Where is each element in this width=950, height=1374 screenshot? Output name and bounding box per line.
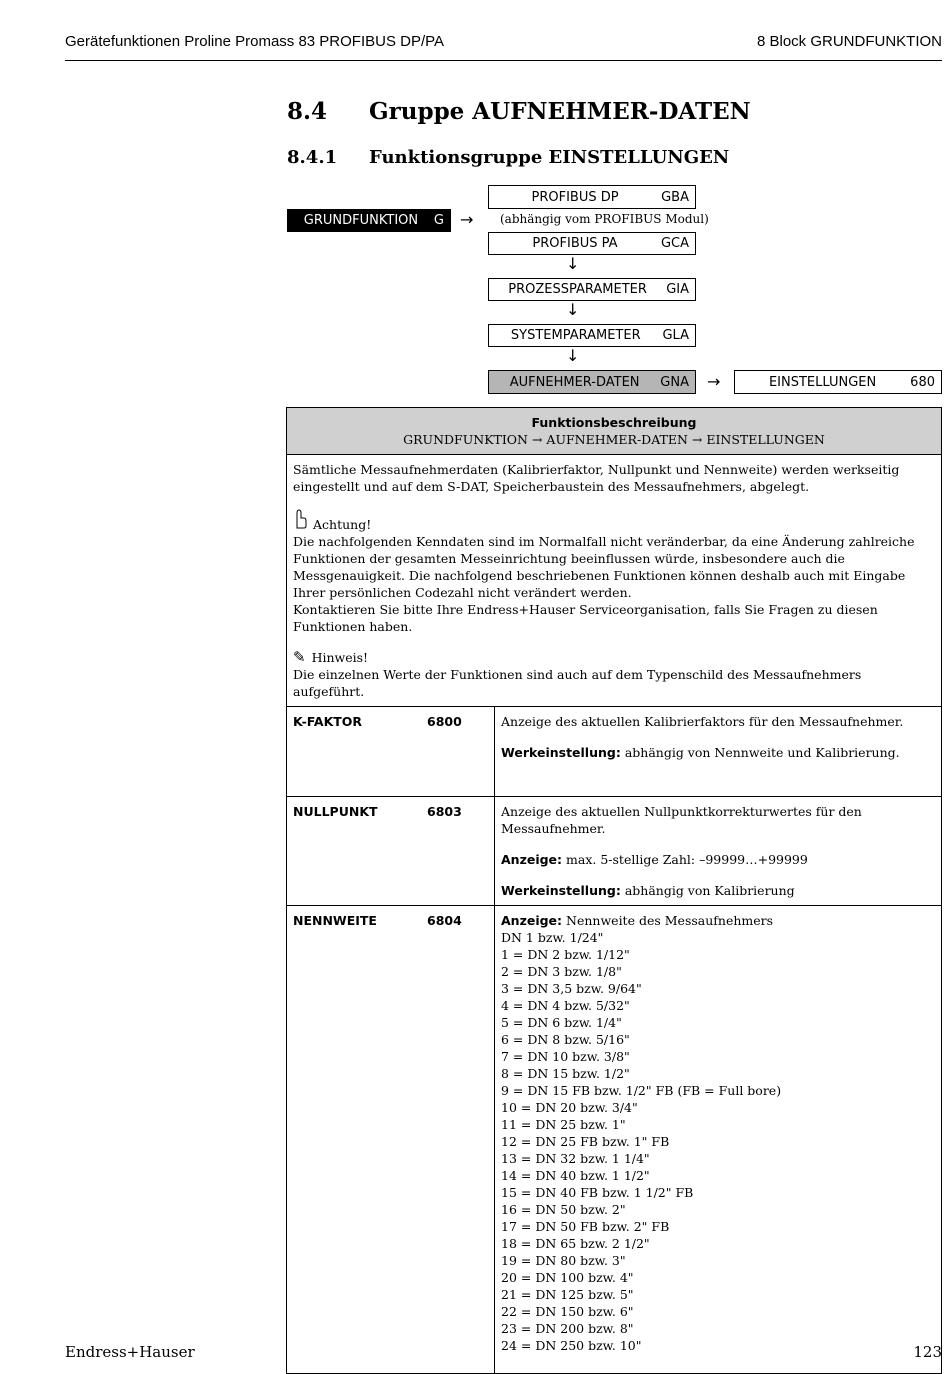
running-header-title: Gerätefunktionen Proline Promass 83 PROFIBUS DP/PA [65, 33, 445, 50]
table-header [287, 408, 942, 455]
running-header-chapter: 8 Block GRUNDFUNKTION [756, 33, 942, 50]
nominal-diameter-option: 16 = DN 50 bzw. 2" [501, 1202, 626, 1217]
nominal-diameter-option: 5 = DN 6 bzw. 1/4" [501, 1015, 622, 1030]
nominal-diameter-option: 12 = DN 25 FB bzw. 1" FB [501, 1134, 670, 1149]
nominal-diameter-option: 2 = DN 3 bzw. 1/8" [501, 964, 622, 979]
function-name: NULLPUNKT [293, 804, 378, 819]
function-code: 6800 [427, 714, 462, 729]
header-rule [65, 60, 942, 61]
diagram-group-aufnehmer-daten [488, 370, 696, 394]
section-heading [287, 98, 751, 125]
function-description-table [286, 407, 942, 1374]
nominal-diameter-option: 3 = DN 3,5 bzw. 9/64" [501, 981, 642, 996]
nominal-diameter-option: 18 = DN 65 bzw. 2 1/2" [501, 1236, 650, 1251]
arrow-down-icon: ↓ [566, 300, 580, 319]
function-name-cell [287, 707, 495, 797]
table-row [287, 906, 942, 1374]
factory-setting-label: Werkeinstellung: [501, 883, 621, 898]
nominal-diameter-option: 23 = DN 200 bzw. 8" [501, 1321, 634, 1336]
group-code: GIA [666, 282, 689, 297]
note-text: Die einzelnen Werte der Funktionen sind auch auf dem Typenschild des Messaufnehmers aufgeführt. [293, 667, 862, 699]
factory-setting-label: Werkeinstellung: [501, 745, 621, 760]
display-range [501, 851, 935, 868]
target-code: 680 [910, 374, 935, 390]
nominal-diameter-option: 15 = DN 40 FB bzw. 1 1/2" FB [501, 1185, 694, 1200]
nominal-diameter-option: 6 = DN 8 bzw. 5/16" [501, 1032, 630, 1047]
footer-company: Endress+Hauser [65, 1343, 195, 1361]
table-header-path: GRUNDFUNKTION → AUFNEHMER-DATEN → EINSTELLUNGEN [403, 432, 825, 447]
diagram-group-systemparameter [488, 324, 696, 347]
function-name: NENNWEITE [293, 913, 377, 928]
group-label: PROZESSPARAMETER [508, 282, 647, 297]
diagram-target-einstellungen [734, 370, 942, 394]
subsection-title: Funktionsgruppe EINSTELLUNGEN [369, 147, 730, 168]
function-description: Anzeige des aktuellen Nullpunktkorrekturwertes für den Messaufnehmer. [501, 804, 862, 836]
diagram-root-code: G [433, 213, 444, 228]
display-label: Anzeige: [501, 913, 563, 928]
group-label: SYSTEMPARAMETER [510, 328, 641, 343]
target-label: EINSTELLUNGEN [768, 374, 877, 390]
function-description-cell [495, 707, 942, 797]
arrow-down-icon: ↓ [566, 254, 580, 273]
dependency-note: (abhängig vom PROFIBUS Modul) [500, 212, 709, 226]
function-name-cell [287, 797, 495, 906]
arrow-right-icon: → [707, 372, 721, 391]
pointing-hand-icon [293, 509, 307, 533]
attention-heading [293, 509, 935, 533]
section-title: Gruppe AUFNEHMER-DATEN [369, 98, 751, 125]
nominal-diameter-option: 21 = DN 125 bzw. 5" [501, 1287, 634, 1302]
group-code: GCA [660, 236, 689, 251]
table-intro-cell [287, 455, 942, 707]
table-header-title: Funktionsbeschreibung [531, 415, 697, 430]
display-value: max. 5-stellige Zahl: –99999…+99999 [566, 852, 808, 867]
display-heading [501, 912, 935, 929]
group-label: PROFIBUS DP [531, 189, 619, 205]
nominal-diameter-option: 4 = DN 4 bzw. 5/32" [501, 998, 630, 1013]
group-code: GLA [662, 328, 689, 343]
factory-setting [501, 744, 935, 761]
note-heading [293, 649, 935, 666]
table-row [287, 707, 942, 797]
factory-setting [501, 882, 935, 899]
function-description: Anzeige des aktuellen Kalibrierfaktors für den Messaufnehmer. [501, 714, 904, 729]
nominal-diameter-list [501, 929, 935, 1354]
nominal-diameter-option: 1 = DN 2 bzw. 1/12" [501, 947, 630, 962]
attention-text-contact: Kontaktieren Sie bitte Ihre Endress+Hauser Serviceorganisation, falls Sie Fragen zu diesen Funktionen haben. [293, 602, 878, 634]
function-code: 6804 [427, 913, 462, 928]
nominal-diameter-option: 10 = DN 20 bzw. 3/4" [501, 1100, 638, 1115]
nominal-diameter-option: 9 = DN 15 FB bzw. 1/2" FB (FB = Full bore) [501, 1083, 782, 1098]
nominal-diameter-option: 19 = DN 80 bzw. 3" [501, 1253, 626, 1268]
group-code: GNA [660, 374, 689, 390]
page-number: 123 [913, 1343, 942, 1361]
diagram-group-profibus-dp [488, 185, 696, 209]
nominal-diameter-option: 13 = DN 32 bzw. 1 1/4" [501, 1151, 650, 1166]
diagram-group-profibus-pa [488, 232, 696, 255]
intro-text: Sämtliche Messaufnehmerdaten (Kalibrierfaktor, Nullpunkt und Nennweite) werden werkseitig eingestellt und auf dem S-DAT, Speicherbaustein des Messaufnehmers, abgelegt. [293, 462, 900, 494]
diagram-root-label: GRUNDFUNKTION [303, 213, 419, 228]
note-label: Hinweis! [311, 650, 369, 665]
factory-setting-value: abhängig von Nennweite und Kalibrierung. [624, 745, 900, 760]
subsection-number: 8.4.1 [287, 147, 338, 168]
nominal-diameter-option: 7 = DN 10 bzw. 3/8" [501, 1049, 630, 1064]
arrow-down-icon: ↓ [566, 346, 580, 365]
section-number: 8.4 [287, 98, 328, 125]
group-label: PROFIBUS PA [532, 236, 618, 251]
nominal-diameter-option: 22 = DN 150 bzw. 6" [501, 1304, 634, 1319]
subsection-heading [287, 147, 729, 168]
nominal-diameter-option: 11 = DN 25 bzw. 1" [501, 1117, 626, 1132]
table-row [287, 797, 942, 906]
function-description-cell [495, 906, 942, 1374]
nominal-diameter-option: 24 = DN 250 bzw. 10" [501, 1338, 642, 1353]
diagram-group-prozessparameter [488, 278, 696, 301]
nominal-diameter-option: 8 = DN 15 bzw. 1/2" [501, 1066, 630, 1081]
nominal-diameter-option: DN 1 bzw. 1/24" [501, 930, 604, 945]
attention-text: Die nachfolgenden Kenndaten sind im Normalfall nicht veränderbar, da eine Änderung zahlreiche Funktionen der gesamten Messeinrichtung beeinflussen würde, insbesondere auch die Messgenauigkeit. Die nachfolgend beschriebenen Funktionen können deshalb auch mit Eingabe Ihrer persönlichen Codezahl nicht verändert werden. [293, 534, 915, 600]
display-label: Anzeige: [501, 852, 563, 867]
arrow-right-icon: → [460, 210, 474, 229]
function-description-cell [495, 797, 942, 906]
nominal-diameter-option: 20 = DN 100 bzw. 4" [501, 1270, 634, 1285]
pencil-icon: ✎ [293, 648, 306, 666]
function-code: 6803 [427, 804, 462, 819]
function-name-cell [287, 906, 495, 1374]
function-name: K-FAKTOR [293, 714, 363, 729]
attention-label: Achtung! [313, 517, 372, 532]
display-value: Nennweite des Messaufnehmers [566, 913, 774, 928]
factory-setting-value: abhängig von Kalibrierung [624, 883, 795, 898]
group-code: GBA [661, 189, 689, 205]
group-label: AUFNEHMER-DATEN [509, 374, 640, 390]
diagram-root-grundfunktion [287, 209, 451, 232]
nominal-diameter-option: 14 = DN 40 bzw. 1 1/2" [501, 1168, 650, 1183]
nominal-diameter-option: 17 = DN 50 FB bzw. 2" FB [501, 1219, 670, 1234]
